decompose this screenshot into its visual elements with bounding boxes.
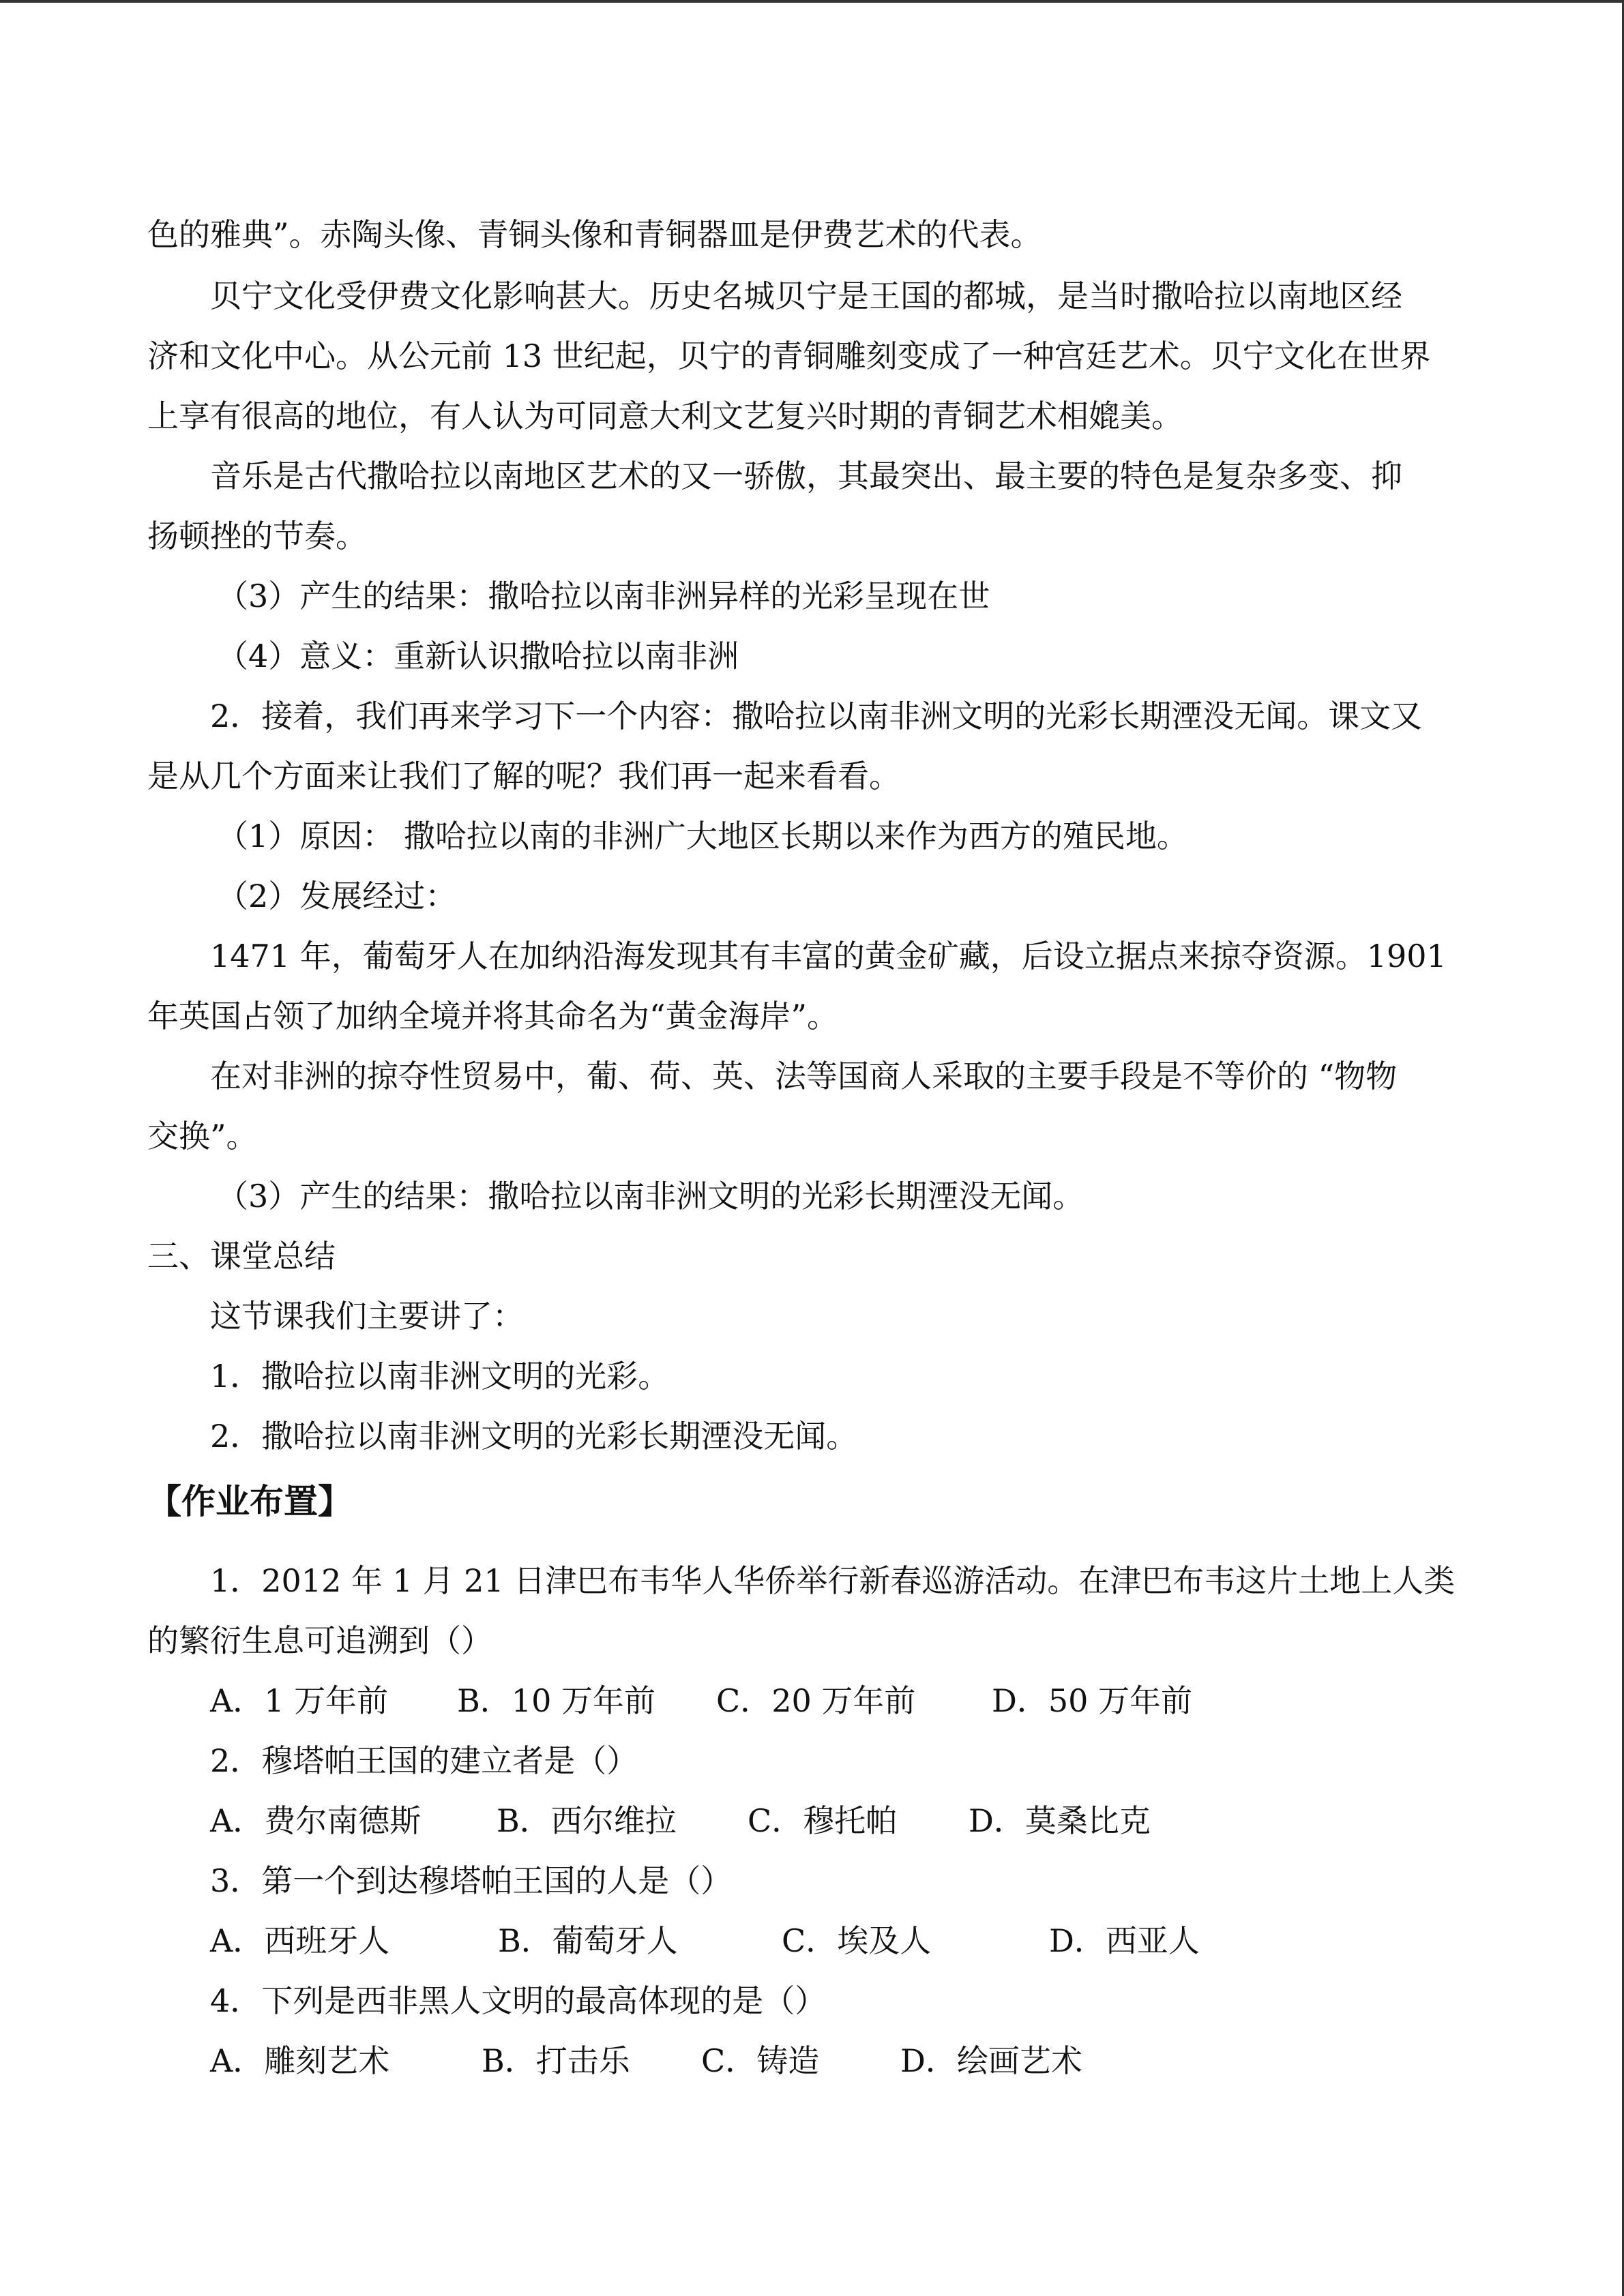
paragraph-next-content-line2: 是从几个方面来让我们了解的呢？我们再一起来看看。	[147, 758, 900, 794]
question-3: 3．第一个到达穆塔帕王国的人是（）	[210, 1862, 733, 1899]
paragraph-benin-line1: 贝宁文化受伊费文化影响甚大。历史名城贝宁是王国的都城，是当时撒哈拉以南地区经	[210, 278, 1402, 314]
question-2: 2．穆塔帕王国的建立者是（）	[210, 1742, 638, 1779]
summary-item-2: 2．撒哈拉以南非洲文明的光彩长期湮没无闻。	[210, 1418, 858, 1455]
option-b: B．打击乐	[482, 2042, 630, 2079]
question-1-line2: 的繁衍生息可追溯到（）	[147, 1622, 492, 1659]
option-d: D．绘画艺术	[900, 2042, 1082, 2079]
option-a: A．雕刻艺术	[210, 2042, 390, 2079]
option-d: D．莫桑比克	[969, 1802, 1151, 1839]
summary-intro: 这节课我们主要讲了：	[210, 1298, 524, 1335]
option-b: B．10 万年前	[457, 1682, 655, 1719]
item-significance-4: （4）意义：重新认识撒哈拉以南非洲	[217, 638, 739, 674]
paragraph-benin-line3: 上享有很高的地位，有人认为可同意大利文艺复兴时期的青铜艺术相媲美。	[147, 398, 1183, 434]
option-b: B．葡萄牙人	[498, 1922, 678, 1959]
paragraph-portugal-line1: 1471 年，葡萄牙人在加纳沿海发现其有丰富的黄金矿藏，后设立据点来掠夺资源。1901	[210, 938, 1447, 974]
question-1-line1: 1．2012 年 1 月 21 日津巴布韦华人华侨举行新春巡游活动。在津巴布韦这片土地上人类	[210, 1562, 1456, 1599]
option-b: B．西尔维拉	[497, 1802, 677, 1839]
paragraph-next-content-line1: 2．接着，我们再来学习下一个内容：撒哈拉以南非洲文明的光彩长期湮没无闻。课文又	[210, 698, 1423, 734]
top-border	[0, 0, 1624, 3]
paragraph-benin-line2: 济和文化中心。从公元前 13 世纪起，贝宁的青铜雕刻变成了一种宫廷艺术。贝宁文化在世界	[147, 338, 1431, 374]
paragraph-ife-art: 色的雅典”。赤陶头像、青铜头像和青铜器皿是伊费艺术的代表。	[147, 216, 1042, 253]
paragraph-music-line2: 扬顿挫的节奏。	[147, 518, 367, 554]
option-c: C．铸造	[701, 2042, 820, 2079]
option-d: D．50 万年前	[992, 1682, 1193, 1719]
item-reason-1: （1）原因： 撒哈拉以南的非洲广大地区长期以来作为西方的殖民地。	[217, 818, 1188, 854]
paragraph-trade-line1: 在对非洲的掠夺性贸易中，葡、荷、英、法等国商人采取的主要手段是不等价的 “物物	[210, 1058, 1398, 1094]
paragraph-music-line1: 音乐是古代撒哈拉以南地区艺术的又一骄傲，其最突出、最主要的特色是复杂多变、抑	[210, 458, 1402, 494]
option-d: D．西亚人	[1049, 1922, 1200, 1959]
option-c: C．20 万年前	[716, 1682, 916, 1719]
option-a: A．费尔南德斯	[210, 1802, 422, 1839]
paragraph-portugal-line2: 年英国占领了加纳全境并将其命名为“黄金海岸”。	[147, 998, 839, 1034]
paragraph-trade-line2: 交换”。	[147, 1118, 258, 1154]
option-a: A．西班牙人	[210, 1922, 390, 1959]
option-c: C．埃及人	[782, 1922, 932, 1959]
option-a: A．1 万年前	[210, 1682, 389, 1719]
item-process-2: （2）发展经过：	[217, 878, 457, 914]
item-result-3: （3）产生的结果：撒哈拉以南非洲异样的光彩呈现在世	[217, 578, 990, 614]
homework-title: 【作业布置】	[147, 1482, 352, 1521]
option-c: C．穆托帕	[748, 1802, 898, 1839]
question-4: 4．下列是西非黑人文明的最高体现的是（）	[210, 1982, 827, 2019]
item-result-3b: （3）产生的结果：撒哈拉以南非洲文明的光彩长期湮没无闻。	[217, 1178, 1084, 1214]
summary-item-1: 1．撒哈拉以南非洲文明的光彩。	[210, 1358, 670, 1395]
section-heading-summary: 三、课堂总结	[147, 1238, 336, 1274]
